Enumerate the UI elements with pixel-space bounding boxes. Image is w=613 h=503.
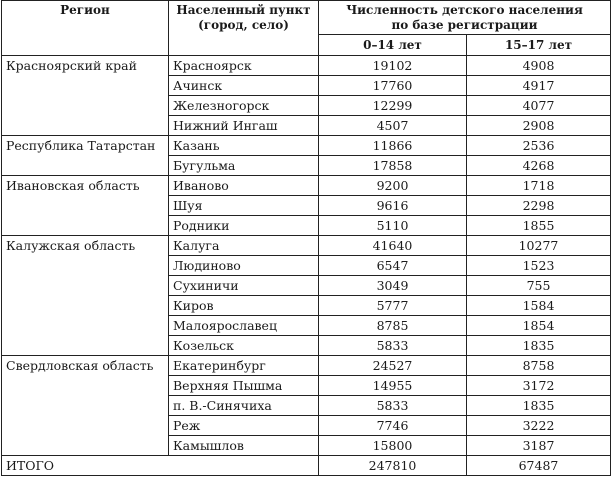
total-row [2, 456, 611, 476]
age-15-17-cell: 3222 [467, 416, 611, 436]
header-region-label: Регион [60, 3, 110, 17]
age-0-14-cell: 7746 [319, 416, 467, 436]
city-cell: Киров [169, 296, 319, 316]
header-population-group [319, 1, 611, 35]
city-cell: Людиново [169, 256, 319, 276]
age-0-14-cell: 24527 [319, 356, 467, 376]
city-cell: Сухиничи [169, 276, 319, 296]
city-cell: Шуя [169, 196, 319, 216]
total-age-15-17: 67487 [467, 456, 611, 476]
city-cell: Иваново [169, 176, 319, 196]
age-15-17-cell: 10277 [467, 236, 611, 256]
age-0-14-cell: 5833 [319, 396, 467, 416]
age-15-17-cell: 4268 [467, 156, 611, 176]
city-cell: Железногорск [169, 96, 319, 116]
age-15-17-cell: 4908 [467, 56, 611, 76]
age-0-14-cell: 12299 [319, 96, 467, 116]
header-group-line1: Численность детского населения [346, 3, 583, 17]
table-row [2, 356, 611, 376]
header-city-line1: Населенный пункт [176, 3, 311, 17]
region-cell: Республика Татарстан [2, 136, 169, 176]
age-15-17-cell: 3187 [467, 436, 611, 456]
age-15-17-cell: 2298 [467, 196, 611, 216]
age-15-17-cell: 8758 [467, 356, 611, 376]
city-cell: Малоярославец [169, 316, 319, 336]
age-15-17-cell: 1584 [467, 296, 611, 316]
age-15-17-cell: 2536 [467, 136, 611, 156]
city-cell: Реж [169, 416, 319, 436]
city-cell: Козельск [169, 336, 319, 356]
table-row [2, 176, 611, 196]
table-body [2, 56, 611, 456]
age-0-14-cell: 6547 [319, 256, 467, 276]
city-cell: Казань [169, 136, 319, 156]
age-0-14-cell: 17760 [319, 76, 467, 96]
age-0-14-cell: 41640 [319, 236, 467, 256]
age-15-17-cell: 1854 [467, 316, 611, 336]
age-0-14-cell: 17858 [319, 156, 467, 176]
age-15-17-cell: 1523 [467, 256, 611, 276]
age-0-14-cell: 5777 [319, 296, 467, 316]
region-cell: Свердловская область [2, 356, 169, 456]
total-label: ИТОГО [2, 456, 319, 476]
table-row [2, 136, 611, 156]
city-cell: Ачинск [169, 76, 319, 96]
age-15-17-cell: 3172 [467, 376, 611, 396]
table-row [2, 236, 611, 256]
age-0-14-cell: 15800 [319, 436, 467, 456]
region-cell: Ивановская область [2, 176, 169, 236]
region-cell: Калужская область [2, 236, 169, 356]
city-cell: п. В.-Синячиха [169, 396, 319, 416]
header-age-0-14: 0–14 лет [319, 35, 467, 56]
age-0-14-cell: 9616 [319, 196, 467, 216]
age-0-14-cell: 9200 [319, 176, 467, 196]
header-city-line2: (город, село) [198, 18, 289, 32]
age-0-14-cell: 5110 [319, 216, 467, 236]
age-0-14-cell: 8785 [319, 316, 467, 336]
table-row [2, 56, 611, 76]
city-cell: Камышлов [169, 436, 319, 456]
age-15-17-cell: 1835 [467, 396, 611, 416]
age-15-17-cell: 1855 [467, 216, 611, 236]
age-15-17-cell: 1835 [467, 336, 611, 356]
city-cell: Бугульма [169, 156, 319, 176]
age-15-17-cell: 4917 [467, 76, 611, 96]
age-0-14-cell: 4507 [319, 116, 467, 136]
age-0-14-cell: 11866 [319, 136, 467, 156]
header-age-15-17: 15–17 лет [467, 35, 611, 56]
city-cell: Нижний Ингаш [169, 116, 319, 136]
city-cell: Родники [169, 216, 319, 236]
age-0-14-cell: 3049 [319, 276, 467, 296]
header-region [2, 1, 169, 56]
age-15-17-cell: 4077 [467, 96, 611, 116]
city-cell: Екатеринбург [169, 356, 319, 376]
population-table [1, 0, 611, 476]
total-age-0-14: 247810 [319, 456, 467, 476]
city-cell: Калуга [169, 236, 319, 256]
age-0-14-cell: 14955 [319, 376, 467, 396]
age-15-17-cell: 2908 [467, 116, 611, 136]
age-15-17-cell: 755 [467, 276, 611, 296]
age-0-14-cell: 5833 [319, 336, 467, 356]
city-cell: Верхняя Пышма [169, 376, 319, 396]
age-15-17-cell: 1718 [467, 176, 611, 196]
city-cell: Красноярск [169, 56, 319, 76]
header-group-line2: по базе регистрации [391, 18, 538, 32]
region-cell: Красноярский край [2, 56, 169, 136]
age-0-14-cell: 19102 [319, 56, 467, 76]
header-city [169, 1, 319, 56]
